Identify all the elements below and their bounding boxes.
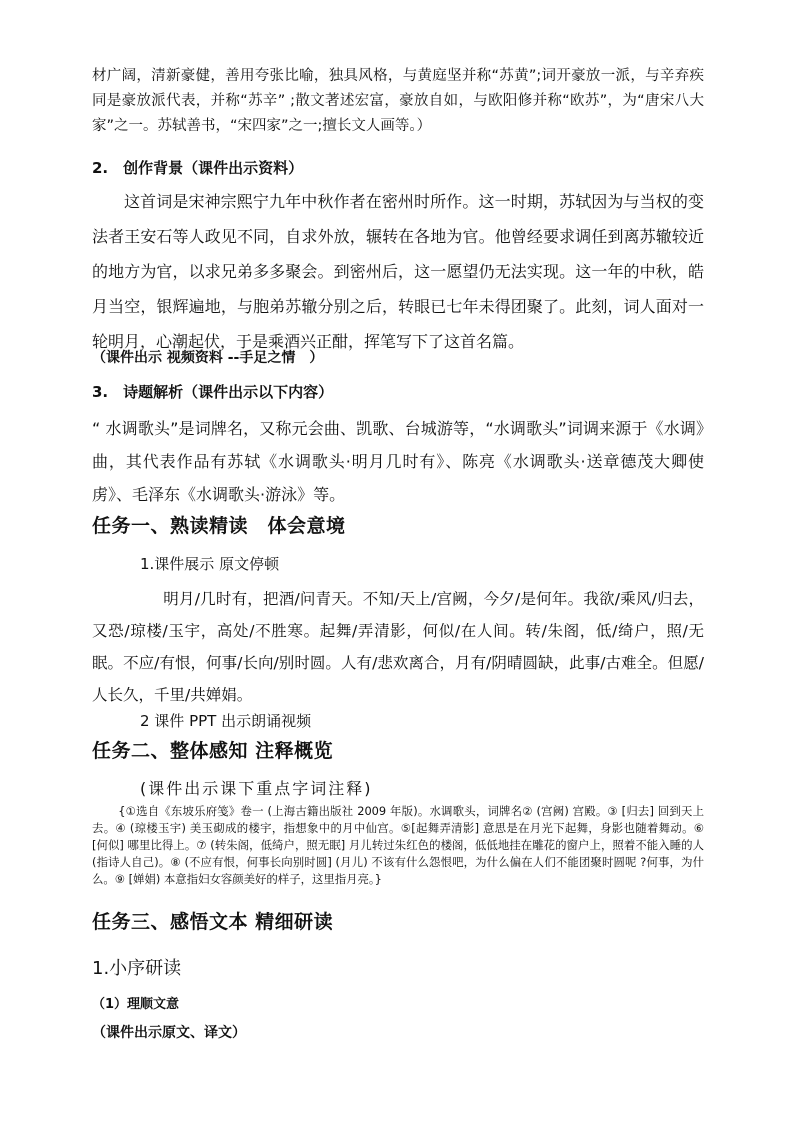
section-heading-title-analysis: 3. 诗题解析（课件出示以下内容）	[92, 383, 334, 401]
poem-with-pauses: 明月/几时有，把酒/问青天。不知/天上/宫阙，今夕/是何年。我欲/乘风/归去，又恐/琼楼/玉宇，高处/不胜寒。起舞/弄清影，何似/在人间。转/朱阁，低/绮户，照/无眠。不应/有恨，何事/长向/别时圆。人有/悲欢离合，月有/阴晴圆缺，此事/古难全。但愿/人长久，千里/共婵娟。	[92, 590, 704, 704]
section-heading-background: 2. 创作背景（课件出示资料）	[92, 159, 304, 177]
task1-item2: 2 课件 PPT 出示朗诵视频	[140, 712, 312, 730]
task2-heading: 任务二、整体感知 注释概览	[92, 740, 334, 762]
annotations-paragraph: {①选自《东坡乐府笺》卷一 (上海古籍出版社 2009 年版)。水调歌头，词牌名② (宫阙) 宫殿。③ [归去] 回到天上去。④ (琼楼玉宇) 美玉砌成的楼宇，指想象中的月中仙宫。⑤[起舞弄清影] 意思是在月光下起舞，身影也随着舞动。⑥ [何似] 哪里比得上。⑦ (转朱阁，低绮户，照无眠] 月儿转过朱红色的楼阁，低低地挂在雕花的窗户上，照着不能入睡的人(指诗人自己)。⑧ (不应有恨，何事长向别时圆] (月儿) 不该有什么怨恨吧，为什么偏在人们不能团聚时圆呢 ?何事，为什么。⑨ [婵娟) 本意指妇女容颜美好的样子，这里指月亮。}	[92, 804, 704, 886]
task3-sub3: （课件出示原文、译文）	[92, 1025, 246, 1041]
task3-sub2: （1）理顺文意	[92, 997, 180, 1012]
video-note: （课件出示 视频资料 --手足之情 ）	[92, 350, 324, 366]
task3-heading: 任务三、感悟文本 精细研读	[92, 911, 334, 933]
author-intro-paragraph: 材广阔，清新豪健，善用夸张比喻，独具风格，与黄庭坚并称“苏黄”;词开豪放一派，与辛弃疾同是豪放派代表，并称“苏辛” ;散文著述宏富，豪放自如，与欧阳修并称“欧苏”，为“唐宋八大家”之一。苏轼善书，“宋四家”之一;擅长文人画等。）	[92, 68, 704, 134]
task1-item1: 1.课件展示 原文停顿	[140, 555, 280, 573]
task1-heading: 任务一、熟读精读 体会意境	[92, 515, 346, 537]
title-explanation-paragraph: “ 水调歌头”是词牌名，又称元会曲、凯歌、台城游等，“水调歌头”词调来源于《水调》曲，其代表作品有苏轼《水调歌头·明月几时有》、陈亮《水调歌头·送章德茂大卿使虏》、毛泽东《水调歌头·游泳》等。	[92, 419, 704, 504]
task3-sub1: 1.小序研读	[92, 958, 182, 979]
task2-note: (课件出示课下重点字词注释)	[140, 779, 373, 798]
background-paragraph: 这首词是宋神宗熙宁九年中秋作者在密州时所作。这一时期，苏轼因为与当权的变法者王安石等人政见不同，自求外放，辗转在各地为官。他曾经要求调任到离苏辙较近的地方为官，以求兄弟多多聚会。到密州后，这一愿望仍无法实现。这一年的中秋，皓月当空，银辉遍地，与胞弟苏辙分别之后，转眼已七年未得团聚了。此刻，词人面对一轮明月，心潮起伏，于是乘酒兴正酣，挥笔写下了这首名篇。	[92, 192, 704, 351]
